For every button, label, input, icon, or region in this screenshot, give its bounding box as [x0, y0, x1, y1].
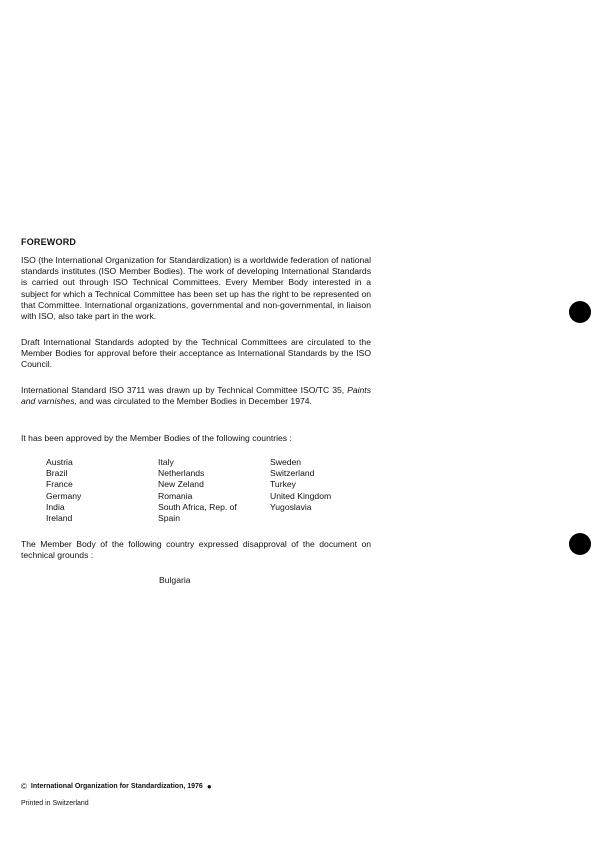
approval-intro: It has been approved by the Member Bodies of the following countries : [21, 433, 292, 443]
country-item: New Zeland [158, 479, 204, 490]
bullet-icon: ● [206, 782, 212, 791]
country-item: India [46, 501, 65, 512]
copyright-line [21, 782, 212, 791]
disapproving-country: Bulgaria [159, 575, 191, 585]
country-item: France [46, 479, 73, 490]
copyright-icon: © [21, 782, 27, 791]
country-item: Yugoslavia [270, 501, 312, 512]
country-item: Italy [158, 457, 174, 467]
punch-hole-icon [569, 533, 591, 555]
countries-column-2 [158, 457, 270, 524]
copyright-text: International Organization for Standardization, 1976 [30, 783, 203, 790]
committee-title: Paints and varnishes, [21, 385, 371, 407]
country-item: United Kingdom [270, 490, 332, 501]
country-item: Romania [158, 490, 193, 501]
foreword-paragraph-2: Draft International Standards adopted by the Technical Committees are circulated to the Member Bodies for approval before their acceptance as International Standards by the ISO Council. [21, 337, 371, 370]
country-item: Ireland [46, 513, 73, 524]
printed-note: Printed in Switzerland [21, 800, 89, 807]
country-item: Switzerland [270, 468, 315, 479]
country-item: Austria [46, 457, 73, 467]
countries-column-1 [46, 457, 158, 524]
countries-column-3 [270, 457, 376, 524]
foreword-heading: FOREWORD [21, 237, 77, 247]
disapproval-intro: The Member Body of the following country expressed disapproval of the document on technical grounds : [21, 539, 371, 561]
country-item: Brazil [46, 468, 68, 479]
paragraph-3-text-end: and was circulated to the Member Bodies in December 1974. [76, 396, 312, 407]
country-item: Sweden [270, 457, 302, 467]
foreword-paragraph-3 [21, 385, 371, 407]
country-item: Netherlands [158, 468, 205, 479]
approving-countries-list [46, 457, 376, 524]
country-item: Germany [46, 490, 82, 501]
country-item: Spain [158, 513, 180, 524]
paragraph-3-text-start: International Standard ISO 3711 was drawn up by Technical Committee ISO/TC 35, [21, 385, 348, 395]
foreword-paragraph-1: ISO (the International Organization for Standardization) is a worldwide federation of national standards institutes (ISO Member Bodies). The work of developing International Standards is carried out through ISO Technical Committees. Every Member Body interested in a subject for which a Technical Committee has been set up has the right to be represented on that Committee. International organizations, governmental and non-governmental, in liaison with ISO, also take part in the work. [21, 255, 371, 322]
country-item: Turkey [270, 479, 296, 490]
punch-hole-icon [569, 301, 591, 323]
country-item: South Africa, Rep. of [158, 501, 237, 512]
